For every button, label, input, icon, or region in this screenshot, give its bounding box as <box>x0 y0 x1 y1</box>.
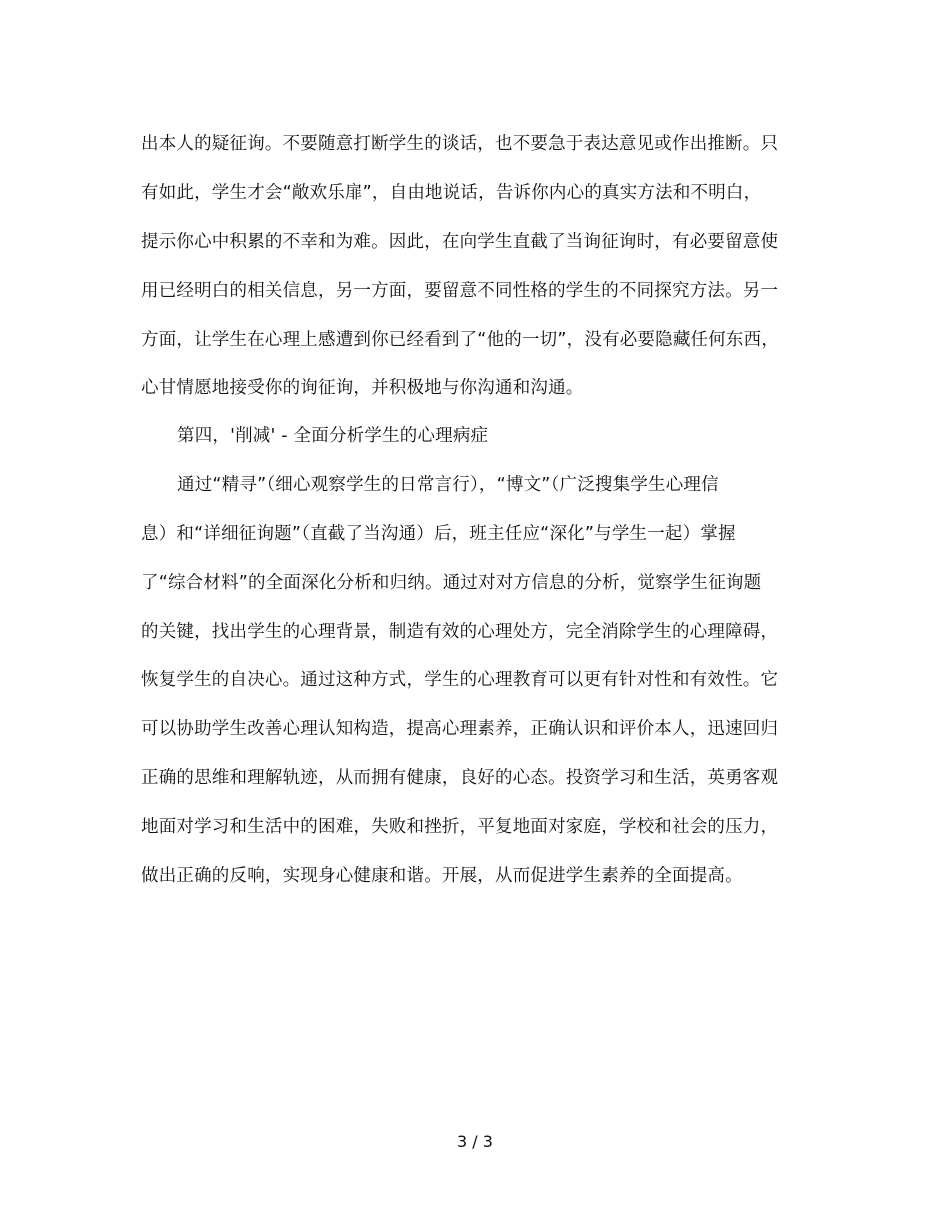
paragraph-line: 提示你心中积累的不幸和为难。因此，在向学生直截了当询征询时，有必要留意使 <box>141 232 779 252</box>
paragraph-line: 出本人的疑征询。不要随意打断学生的谈话，也不要急于表达意见或作出推断。只 <box>141 134 779 154</box>
paragraph-line: 用已经明白的相关信息，另一方面，要留意不同性格的学生的不同探究方法。另一 <box>141 281 779 301</box>
page-number: 3 / 3 <box>457 1132 493 1151</box>
paragraph-line: 了“综合材料”的全面深化分析和归纳。通过对对方信息的分析，觉察学生征询题 <box>141 573 762 593</box>
paragraph-line: 做出正确的反响，实现身心健康和谐。开展，从而促进学生素养的全面提高。 <box>141 866 743 886</box>
section-heading: 第四，'削减' - 全面分析学生的心理病症 <box>177 426 489 446</box>
paragraph-line: 有如此，学生才会“敞欢乐扉”，自由地说话，告诉你内心的真实方法和不明白， <box>141 183 762 203</box>
paragraph-line: 正确的思维和理解轨迹，从而拥有健康，良好的心态。投资学习和生活，英勇客观 <box>141 768 779 788</box>
paragraph-line: 的关键，找出学生的心理背景，制造有效的心理处方，完全消除学生的心理障碍， <box>141 622 779 642</box>
paragraph-line: 息）和“详细征询题”（直截了当沟通）后，班主任应“深化”与学生一起）掌握 <box>141 524 736 544</box>
paragraph-line: 心甘情愿地接受你的询征询，并积极地与你沟通和沟通。 <box>141 378 584 398</box>
paragraph-line: 方面，让学生在心理上感遭到你已经看到了“他的一切”，没有必要隐藏任何东西， <box>141 330 780 350</box>
paragraph-line: 恢复学生的自决心。通过这种方式，学生的心理教育可以更有针对性和有效性。它 <box>141 670 779 690</box>
paragraph-line: 可以协助学生改善心理认知构造，提高心理素养，正确认识和评价本人，迅速回归 <box>141 719 779 739</box>
paragraph-line: 通过“精寻”（细心观察学生的日常言行），“博文”（广泛搜集学生心理信 <box>177 475 719 495</box>
paragraph-line: 地面对学习和生活中的困难，失败和挫折，平复地面对家庭，学校和社会的压力， <box>141 817 779 837</box>
